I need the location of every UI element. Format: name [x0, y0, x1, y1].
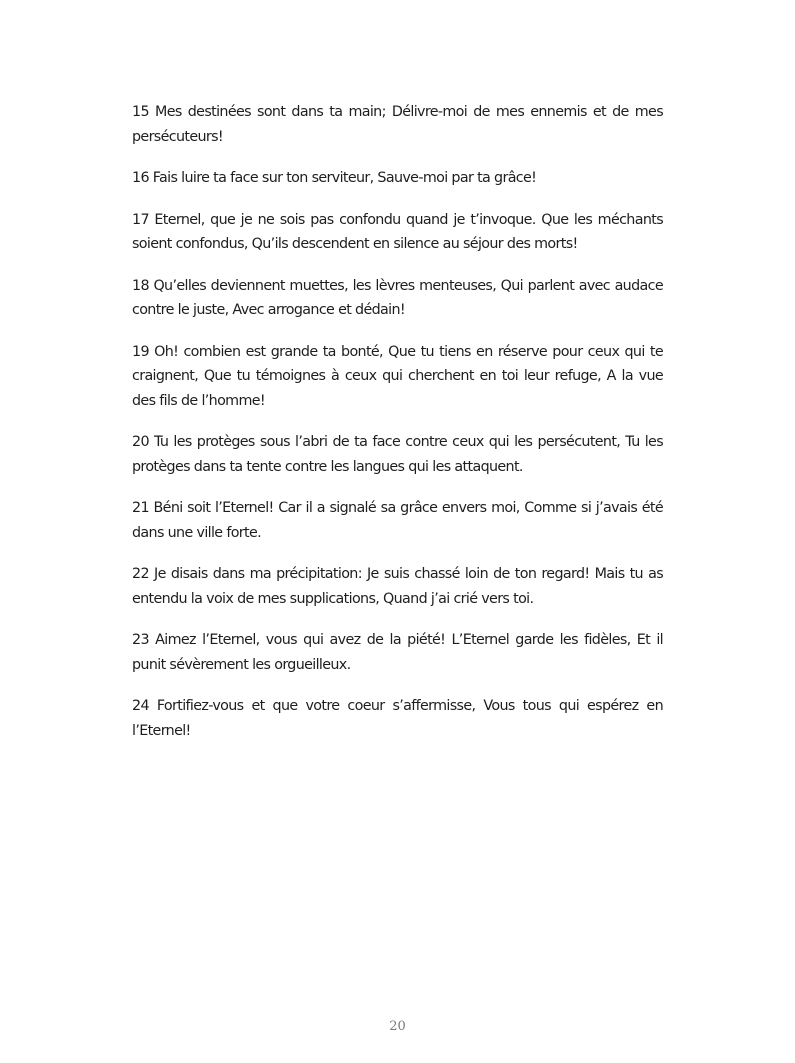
verse-24: 24 Fortifiez-vous et que votre coeur s’affermisse, Vous tous qui espérez en l’Eternel!	[132, 698, 663, 739]
verse-15: 15 Mes destinées sont dans ta main; Délivre-moi de mes ennemis et de mes persécuteurs!	[132, 104, 663, 145]
verse-16: 16 Fais luire ta face sur ton serviteur, Sauve-moi par ta grâce!	[132, 170, 537, 186]
verse-20: 20 Tu les protèges sous l’abri de ta face contre ceux qui les persécutent, Tu les protèges dans ta tente contre les langues qui les attaquent.	[132, 434, 663, 475]
verse-22: 22 Je disais dans ma précipitation: Je suis chassé loin de ton regard! Mais tu as entendu la voix de mes supplications, Quand j’ai crié vers toi.	[132, 566, 663, 607]
verse-19: 19 Oh! combien est grande ta bonté, Que tu tiens en réserve pour ceux qui te craignent, Que tu témoignes à ceux qui cherchent en toi leur refuge, A la vue des fils de l’homme!	[132, 343, 663, 409]
verse-23: 23 Aimez l’Eternel, vous qui avez de la piété! L’Eternel garde les fidèles, Et il punit sévèrement les orgueilleux.	[132, 632, 663, 673]
page-number: 20	[389, 1019, 406, 1034]
verse-list	[132, 100, 663, 760]
verse-21: 21 Béni soit l’Eternel! Car il a signalé sa grâce envers moi, Comme si j’avais été dans une ville forte.	[132, 500, 663, 541]
verse-17: 17 Eternel, que je ne sois pas confondu quand je t’invoque. Que les méchants soient confondus, Qu’ils descendent en silence au séjour des morts!	[132, 211, 663, 252]
verse-18: 18 Qu’elles deviennent muettes, les lèvres menteuses, Qui parlent avec audace contre le juste, Avec arrogance et dédain!	[132, 277, 663, 318]
